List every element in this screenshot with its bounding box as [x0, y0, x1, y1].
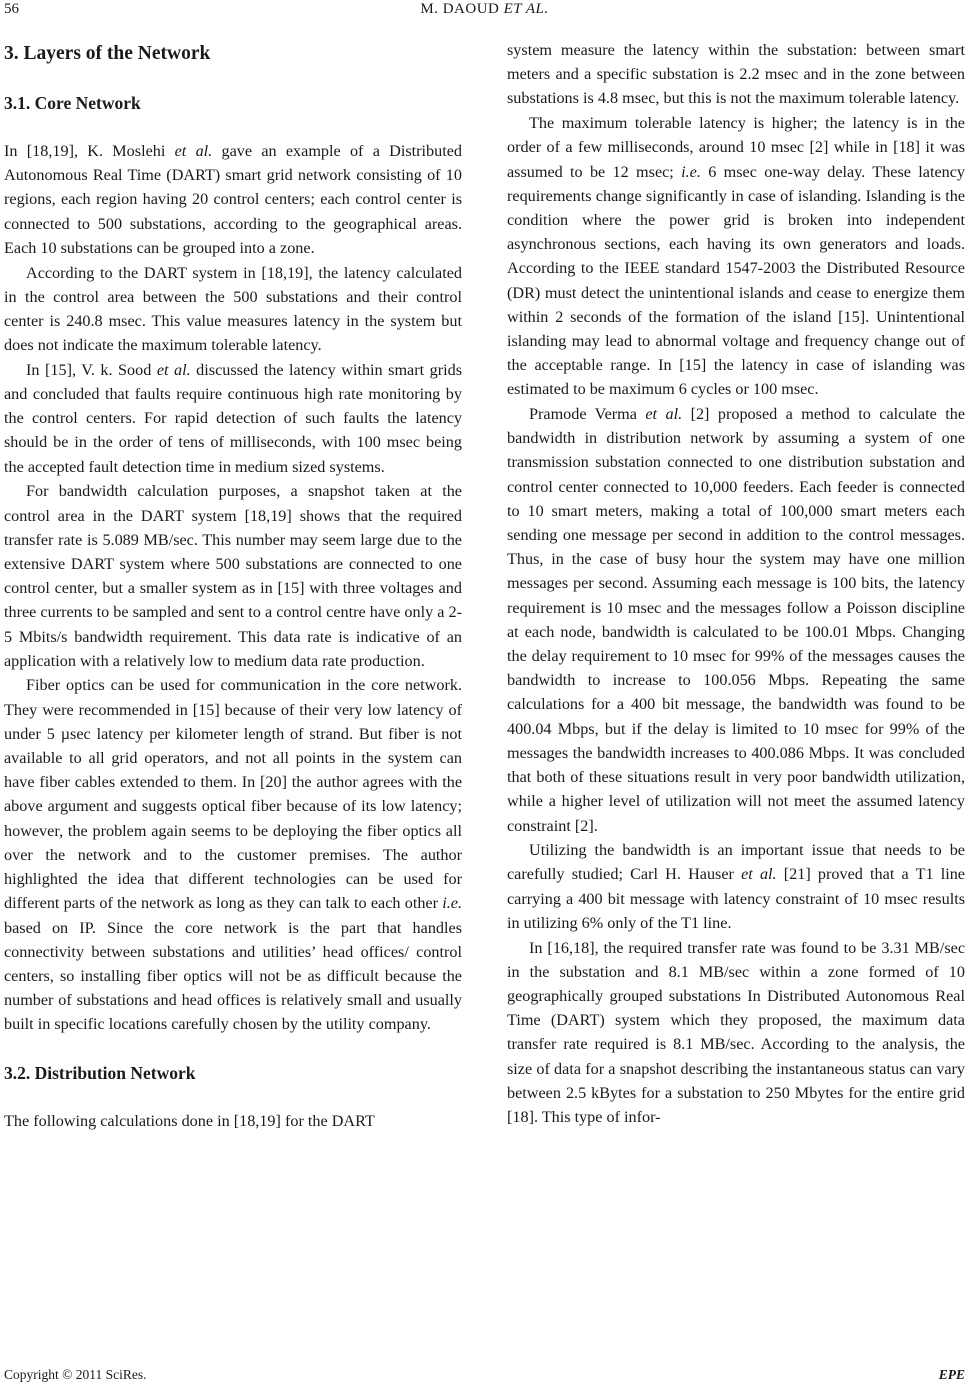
left-column	[4, 38, 462, 1133]
right-column	[507, 38, 965, 1129]
paragraph: Fiber optics can be used for communication in the core network. They were recommended in [15] because of their very low latency of under 5 µsec latency per kilometer length of strand. But fiber is not available to all grid operators, and not all points in the system can have fiber cables extended to them. In [20] the author agrees with the above argument and suggests optical fiber because of its low latency; however, the problem again seems to be deploying the fiber optics all over the network and to the customer premises. The author highlighted the idea that different technologies can be used for different parts of the network as long as they can talk to each other i.e. based on IP. Since the core network is the part that handles connectivity between substations and utilities’ head offices/ control centers, so installing fiber optics will not be as difficult because the number of substations and head offices is relatively small and usually built in specific locations carefully chosen by the utility company.	[4, 676, 462, 1034]
paragraph: system measure the latency within the substation: between smart meters and a specific substation is 2.2 msec and in the zone between substations is 4.8 msec, but this is not the maximum tolerable latency.	[507, 41, 965, 108]
footer-journal: EPE	[938, 1367, 965, 1382]
page-header	[0, 0, 969, 24]
running-head	[0, 1, 969, 18]
section-title: 3. Layers of the Network	[4, 43, 211, 64]
running-head-authors: M. DAOUD	[420, 1, 500, 17]
paragraph: Utilizing the bandwidth is an important issue that needs to be carefully studied; Carl H. Hauser et al. [21] proved that a T1 line carrying a 400 bit message with latency constraint of 10 msec results in utilizing 6% only of the T1 line.	[507, 841, 965, 932]
paragraph: For bandwidth calculation purposes, a snapshot taken at the control area in the DART system [18,19] shows that the required transfer rate is 5.089 MB/sec. This number may seem large due to the extensive DART system where 500 substations are connected to one control center, but a smaller system as in [15] with three voltages and three currents to be sampled and sent to a control centre have only a 2-5 Mbits/s bandwidth requirement. This data rate is indicative of an application with a relatively low to medium data rate production.	[4, 482, 462, 670]
subsection-title-core-network: 3.1. Core Network	[4, 93, 141, 113]
paragraph: In [16,18], the required transfer rate was found to be 3.31 MB/sec in the substation and 8.1 MB/sec within a zone formed of 10 geographically grouped substations In Distributed Autonomous Real Time (DART) system which they proposed, the maximum data transfer rate required is 8.1 MB/sec. According to the analysis, the size of data for a snapshot describing the instantaneous status can vary between 2.5 kBytes for a substation to 250 Mbytes for the entire grid [18]. This type of infor-	[507, 938, 965, 1126]
paragraph: In [18,19], K. Moslehi et al. gave an example of a Distributed Autonomous Real Time (DART) smart grid network consisting of 10 regions, each region having 20 control centers; each control center is connected to 500 substations, according to the geographical areas. Each 10 substations can be grouped into a zone.	[4, 142, 463, 257]
running-head-etal: ET AL.	[503, 1, 549, 17]
subsection-title-distribution-network: 3.2. Distribution Network	[4, 1062, 196, 1083]
paragraph: Pramode Verma et al. [2] proposed a method to calculate the bandwidth in distribution network by assuming a system of one transmission substation connected to one distribution substation and control center connected to 10,000 feeders. Each feeder is connected to 10 smart meters, making a total of 100,000 smart meters each sending one message per second in addition to the control messages. Thus, in the case of busy hour the system may have one million messages per second. Assuming each message is 100 bits, the latency requirement is 10 msec and the messages follow a Poisson discipline at each node, bandwidth is calculated to be 100.01 Mbps. Changing the delay requirement to 10 msec for 99% of the messages causes the bandwidth to increase to 100.056 Mbps. Repeating the same calculations for a 400 bit message, the bandwidth was found to be 400.04 Mbps, but if the delay is limited to 10 msec for 99% of the messages the bandwidth increases to 400.086 Mbps. It was concluded that both of these situations result in very poor bandwidth utilization, while a higher level of utilization will not meet the assumed latency constraint [2].	[507, 405, 966, 835]
page-number: 56	[4, 1, 19, 17]
paragraph: According to the DART system in [18,19], the latency calculated in the control area between the 500 substations and their control center is 240.8 msec. This value measures latency in the system but does not indicate the maximum tolerable latency.	[4, 263, 462, 355]
footer-copyright: Copyright © 2011 SciRes.	[4, 1367, 147, 1382]
paragraph: In [15], V. k. Sood et al. discussed the latency within smart grids and concluded that faults require continuous high rate monitoring by the control centers. For rapid detection of such faults the latency should be in the order of tens of milliseconds, with 100 msec being the accepted fault detection time in medium sized systems.	[4, 360, 462, 476]
paragraph: The following calculations done in [18,19] for the DART	[4, 1111, 375, 1130]
paragraph: The maximum tolerable latency is higher; the latency is in the order of a few milliseconds, around 10 msec [2] while in [18] it was assumed to be 12 msec; i.e. 6 msec one-way delay. These latency requirements change significantly in case of islanding. Islanding is the condition where the power grid is broken into independent asynchronous sections, each having its own generators and loads. According to the IEEE standard 1547-2003 the Distributed Resource (DR) must detect the unintentional islands and cease to energize them within 2 seconds of the formation of the island [15]. Unintentional islanding may lead to abnormal voltage and frequency change out of the acceptable range. In [15] the latency in case of islanding was estimated to be maximum 6 cycles or 100 msec.	[507, 114, 966, 399]
